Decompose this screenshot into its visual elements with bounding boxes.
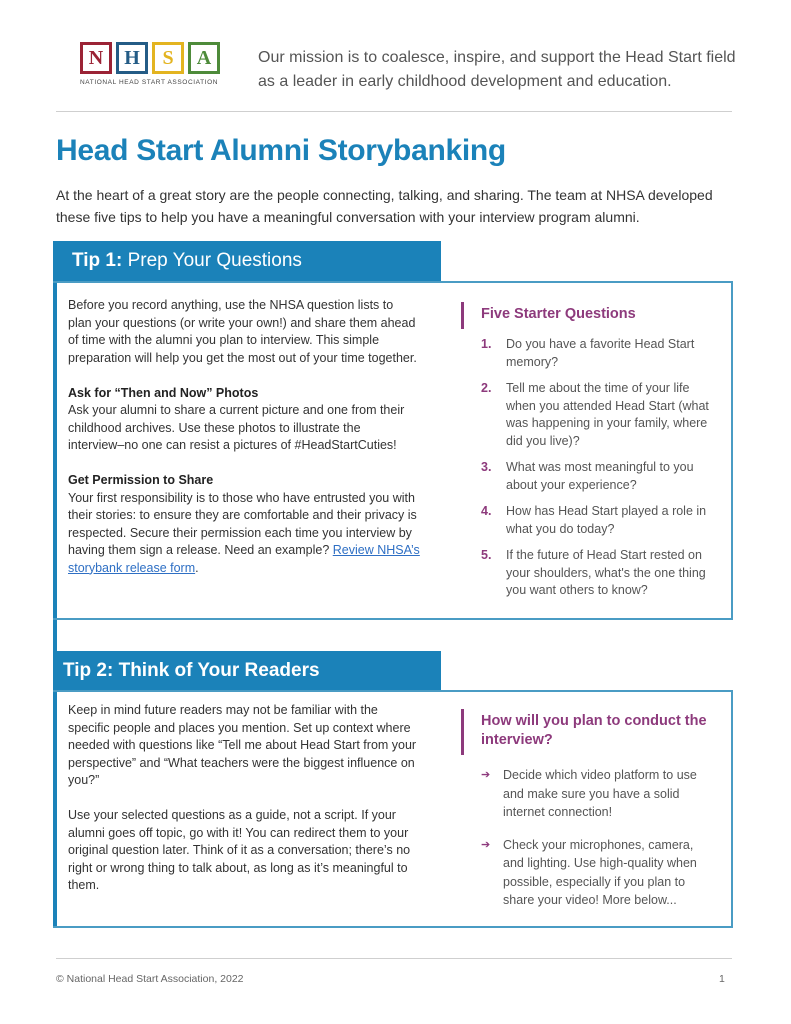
tip1-label-bold: Tip 1: bbox=[72, 250, 123, 271]
question-item bbox=[481, 547, 725, 600]
arrow-right-icon: ➔ bbox=[481, 769, 491, 781]
logo-block-n: N bbox=[80, 42, 112, 74]
tip2-content-box bbox=[53, 690, 733, 928]
interview-plan-sidebar bbox=[461, 712, 725, 924]
plan-item-text: Check your microphones, camera, and lighting. Use high-quality when possible, especially if you plan to share your video! More below... bbox=[503, 837, 697, 907]
starter-questions-heading: Five Starter Questions bbox=[461, 305, 725, 324]
logo-block-s: S bbox=[152, 42, 184, 74]
question-text: How has Head Start played a role in what you do today? bbox=[506, 504, 707, 536]
page-title: Head Start Alumni Storybanking bbox=[56, 134, 506, 167]
question-item bbox=[481, 336, 725, 371]
interview-plan-heading: How will you plan to conduct the interview? bbox=[461, 712, 725, 750]
tip2-paragraph-2: Use your selected questions as a guide, not a script. If your alumni goes off topic, go with it! You can redirect them to your original question later. Think of it as a conversation; there’s no right or wrong thing to talk about, as long as it’s meaningful to them. bbox=[68, 808, 411, 892]
logo-letter-blocks bbox=[80, 42, 230, 74]
footer-divider bbox=[56, 958, 732, 959]
release-form-link[interactable]: Review NHSA’s storybank release form bbox=[68, 543, 420, 575]
header-divider bbox=[56, 111, 732, 112]
tip1-label: Prep Your Questions bbox=[122, 250, 302, 271]
plan-item-text: Decide which video platform to use and make sure you have a solid internet connection! bbox=[503, 768, 697, 819]
question-text: If the future of Head Start rested on your shoulders, what's the one thing you want others to know? bbox=[506, 548, 706, 597]
tip1-photos-section bbox=[68, 385, 420, 455]
question-text: Tell me about the time of your life when you attended Head Start (what was happening in your family, where did you live)? bbox=[506, 381, 709, 448]
question-text: Do you have a favorite Head Start memory? bbox=[506, 337, 695, 369]
permission-body: Your first responsibility is to those who have entrusted you with their stories: to ensure they are comfortable and their privacy is respected. Secure their permission each time you interview by having them sign a release. Need an example? bbox=[68, 490, 417, 557]
question-item bbox=[481, 503, 725, 538]
tip2-header: Tip 2: Think of Your Readers bbox=[53, 651, 441, 691]
tip1-body bbox=[68, 297, 420, 595]
question-number: 3. bbox=[481, 460, 492, 474]
tip2-body bbox=[68, 702, 420, 912]
question-number: 5. bbox=[481, 548, 492, 562]
photos-body: Ask your alumni to share a current picture and one from their childhood archives. Use these photos to illustrate the interview–no one can resist a pictures of #HeadStartCuties! bbox=[68, 403, 405, 452]
permission-end: . bbox=[195, 560, 199, 575]
plan-item bbox=[481, 836, 725, 910]
mission-statement: Our mission is to coalesce, inspire, and support the Head Start field as a leader in early childhood development and education. bbox=[258, 49, 736, 90]
question-text: What was most meaningful to you about your experience? bbox=[506, 460, 694, 492]
question-number: 4. bbox=[481, 504, 492, 518]
arrow-right-icon: ➔ bbox=[481, 838, 491, 851]
footer-copyright: © National Head Start Association, 2022 bbox=[56, 973, 244, 985]
page-number: 1 bbox=[719, 973, 725, 985]
permission-heading: Get Permission to Share bbox=[68, 473, 214, 487]
intro-paragraph: At the heart of a great story are the people connecting, talking, and sharing. The team at NHSA developed these five tips to help you have a meaningful conversation with your interview program alumni. bbox=[56, 187, 713, 225]
starter-questions-list bbox=[461, 336, 725, 600]
logo-block-a: A bbox=[188, 42, 220, 74]
tip1-intro: Before you record anything, use the NHSA question lists to plan your questions (or write your own!) and share them ahead of time with the alumni you plan to interview. This simple preparation will help you get the most out of your time together. bbox=[68, 298, 417, 365]
plan-item bbox=[481, 766, 725, 822]
question-item bbox=[481, 459, 725, 494]
tip1-header bbox=[53, 241, 441, 281]
logo-block-h: H bbox=[116, 42, 148, 74]
starter-questions-sidebar bbox=[461, 305, 725, 609]
tip2-paragraph-1: Keep in mind future readers may not be familiar with the specific people and places you mention. Set up context where needed with questions like “Tell me about Head Start from your perspective” and “What teachers were the biggest influence on you?” bbox=[68, 703, 417, 787]
nhsa-logo bbox=[80, 42, 230, 86]
tip1-permission-section bbox=[68, 472, 420, 577]
photos-heading: Ask for “Then and Now” Photos bbox=[68, 385, 259, 400]
question-item bbox=[481, 380, 725, 450]
interview-plan-list bbox=[461, 766, 725, 910]
logo-caption: NATIONAL HEAD START ASSOCIATION bbox=[80, 79, 219, 86]
question-number: 2. bbox=[481, 381, 492, 395]
tip1-content-box bbox=[53, 281, 733, 620]
question-number: 1. bbox=[481, 337, 492, 351]
